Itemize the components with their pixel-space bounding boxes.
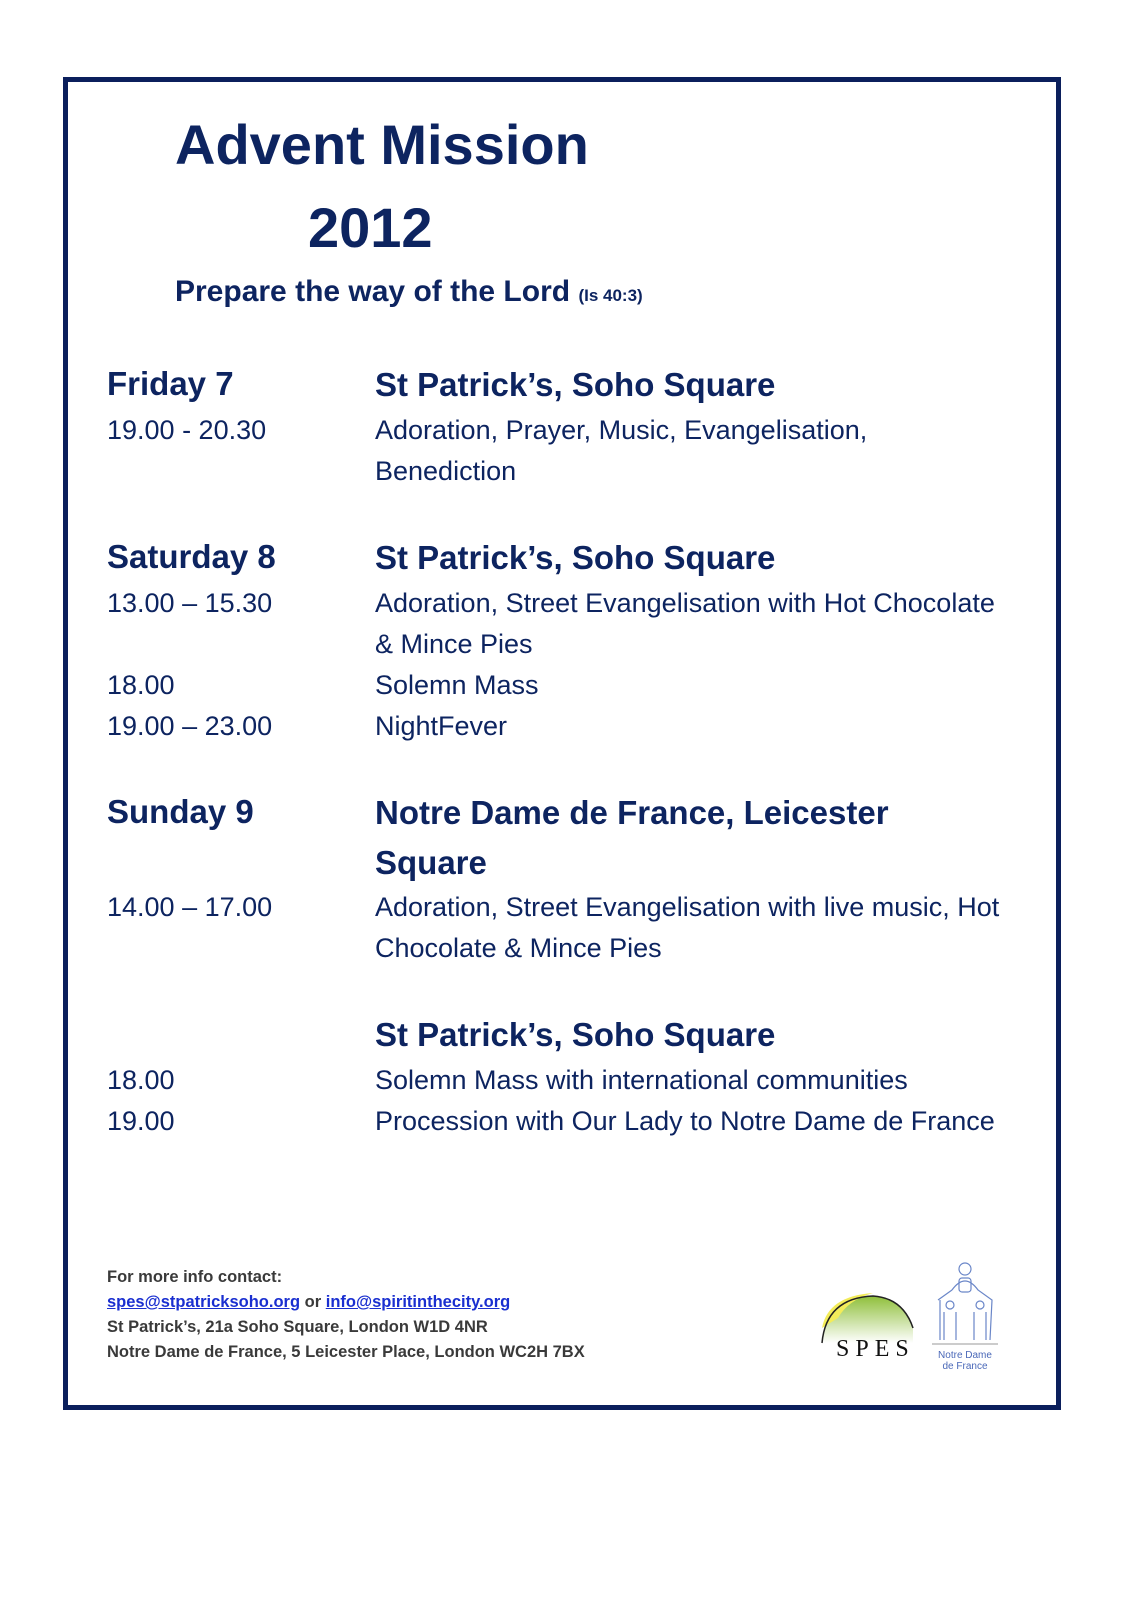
event-desc: NightFever	[375, 711, 508, 741]
event-desc: Solemn Mass	[375, 670, 539, 700]
ndf-line2: de France	[942, 1361, 988, 1372]
address-st-patricks: St Patrick’s, 21a Soho Square, London W1D 4NR	[107, 1318, 488, 1336]
time: 19.00 – 23.00	[107, 711, 273, 741]
event-desc: Adoration, Street Evangelisation with Hot Chocolate & Mince Pies	[375, 588, 995, 659]
contact-info	[107, 1265, 585, 1365]
venue-sunday-evening: St Patrick’s, Soho Square	[375, 1016, 776, 1053]
ndf-line1: Notre Dame	[938, 1350, 992, 1361]
subtitle	[175, 275, 643, 309]
venue-friday: St Patrick’s, Soho Square	[375, 366, 776, 403]
notre-dame-logo	[930, 1260, 1000, 1370]
spes-logo	[818, 1288, 918, 1363]
venue-sunday: Notre Dame de France, Leicester Square	[375, 794, 889, 881]
or-text: or	[304, 1293, 322, 1311]
time: 19.00	[107, 1106, 175, 1136]
time: 18.00	[107, 1065, 175, 1095]
event-desc: Solemn Mass with international communities	[375, 1065, 908, 1095]
time: 18.00	[107, 670, 175, 700]
email-link-spes[interactable]: spes@stpatricksoho.org	[107, 1293, 301, 1311]
day-sunday: Sunday 9	[107, 793, 254, 830]
email-link-spirit[interactable]: info@spiritinthecity.org	[325, 1293, 511, 1311]
title-line1: Advent Mission	[175, 113, 589, 176]
contact-label: For more info contact:	[107, 1268, 283, 1286]
address-notre-dame: Notre Dame de France, 5 Leicester Place, London WC2H 7BX	[107, 1343, 585, 1361]
event-desc: Procession with Our Lady to Notre Dame de France	[375, 1106, 995, 1136]
notre-dame-logo-text	[930, 1350, 1000, 1372]
subtitle-text: Prepare the way of the Lord	[175, 275, 571, 308]
spes-logo-graphic	[818, 1288, 918, 1363]
notre-dame-figure-icon	[930, 1260, 1000, 1345]
day-friday: Friday 7	[107, 365, 234, 402]
time: 19.00 - 20.30	[107, 415, 267, 445]
scripture-ref: (Is 40:3)	[578, 286, 643, 305]
title-line2: 2012	[308, 196, 433, 259]
event-desc: Adoration, Street Evangelisation with live music, Hot Chocolate & Mince Pies	[375, 892, 1000, 963]
venue-saturday: St Patrick’s, Soho Square	[375, 539, 776, 576]
spes-text: SPES	[836, 1336, 915, 1362]
time: 13.00 – 15.30	[107, 588, 273, 618]
time: 14.00 – 17.00	[107, 892, 273, 922]
event-desc: Adoration, Prayer, Music, Evangelisation, Benediction	[375, 415, 868, 486]
day-saturday: Saturday 8	[107, 538, 276, 575]
